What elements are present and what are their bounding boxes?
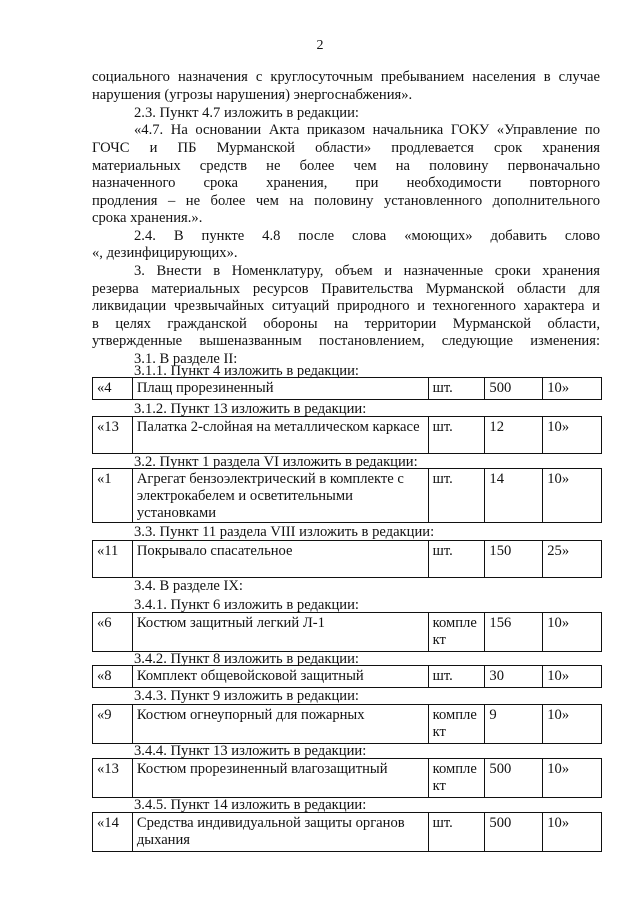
cell-term: 10» (547, 380, 570, 396)
cell-name: Агрегат бензоэлектрический в комплекте с электрокабелем и осветительными установками (133, 469, 429, 522)
cell-quantity: 500 (485, 759, 543, 797)
cell-term: 10» (547, 761, 570, 777)
text-line: в целях гражданской обороны на территории Мурманской области, (92, 316, 600, 332)
table-row (92, 468, 602, 523)
text-line: 2.4. В пункте 4.8 после слова «моющих» добавить слово (134, 228, 600, 244)
table-row (92, 812, 602, 852)
cell-term: 10» (547, 815, 570, 831)
cell-number: «1 (93, 469, 133, 522)
cell-number: «13 (93, 417, 133, 453)
subsection-heading: 3.4.3. Пункт 9 изложить в редакции: (134, 688, 359, 704)
text-line: 3. Внести в Номенклатуру, объем и назначенные сроки хранения (134, 263, 600, 279)
cell-name: Комплект общевойсковой защитный (133, 666, 429, 687)
text-line: социального назначения с круглосуточным пребыванием населения в случае (92, 69, 600, 85)
section-heading: 3.4. В разделе IX: (134, 578, 243, 594)
cell-unit: комплект (429, 613, 486, 651)
cell-term: 10» (547, 615, 570, 631)
cell-quantity: 500 (485, 378, 543, 399)
table-row (92, 665, 602, 688)
text-line: утвержденные вышеназванным постановлением, следующие изменения: (92, 333, 600, 349)
cell-name: Костюм прорезиненный влагозащитный (133, 759, 429, 797)
cell-number: «8 (93, 666, 133, 687)
cell-quantity: 9 (485, 705, 543, 743)
cell-quantity: 500 (485, 813, 543, 851)
text-line: «4.7. На основании Акта приказом начальника ГОКУ «Управление по (134, 122, 600, 138)
subsection-heading: 3.1.1. Пункт 4 изложить в редакции: (134, 363, 359, 379)
cell-name: Костюм огнеупорный для пожарных (133, 705, 429, 743)
text-line: «, дезинфицирующих». (92, 245, 238, 261)
cell-term: 10» (547, 419, 570, 435)
table-row (92, 540, 602, 578)
section-heading: 3.1. В разделе II: (134, 351, 238, 367)
table-row (92, 704, 602, 744)
table-row (92, 758, 602, 798)
subsection-heading: 3.1.2. Пункт 13 изложить в редакции: (134, 401, 367, 417)
cell-quantity: 156 (485, 613, 543, 651)
cell-unit: шт. (429, 469, 486, 522)
cell-term: 25» (547, 543, 570, 559)
page-number: 2 (316, 38, 324, 53)
cell-unit: шт. (429, 541, 486, 577)
text-line: назначенного срока хранения, при необходимости повторного (92, 175, 600, 191)
table-row (92, 416, 602, 454)
text-line: ГОЧС и ПБ Мурманской области» продлевается срок хранения (92, 140, 600, 156)
subsection-heading: 3.4.2. Пункт 8 изложить в редакции: (134, 651, 359, 667)
cell-name: Палатка 2-слойная на металлическом каркасе (133, 417, 429, 453)
subsection-heading: 3.2. Пункт 1 раздела VI изложить в редакции: (134, 454, 418, 470)
cell-name: Покрывало спасательное (133, 541, 429, 577)
text-line: нарушения (угрозы нарушения) энергоснабжения». (92, 87, 413, 103)
cell-unit: комплект (429, 759, 486, 797)
cell-term: 10» (547, 707, 570, 723)
subsection-heading: 3.4.4. Пункт 13 изложить в редакции: (134, 743, 367, 759)
cell-quantity: 30 (485, 666, 543, 687)
subsection-heading: 3.4.1. Пункт 6 изложить в редакции: (134, 597, 359, 613)
text-line: продления – не более чем на половину установленного дополнительного (92, 193, 600, 209)
text-line: срока хранения.». (92, 210, 203, 226)
text-line: 2.3. Пункт 4.7 изложить в редакции: (134, 105, 359, 121)
cell-quantity: 14 (485, 469, 543, 522)
subsection-heading: 3.4.5. Пункт 14 изложить в редакции: (134, 797, 367, 813)
cell-name: Костюм защитный легкий Л-1 (133, 613, 429, 651)
cell-unit: шт. (429, 378, 486, 399)
table-row (92, 377, 602, 400)
cell-number: «11 (93, 541, 133, 577)
cell-quantity: 150 (485, 541, 543, 577)
text-line: резерва материальных ресурсов Правительства Мурманской области для (92, 281, 600, 297)
cell-number: «4 (93, 378, 133, 399)
text-line: ликвидации чрезвычайных ситуаций природного и техногенного характера и (92, 298, 600, 314)
text-line: материальных средств не более чем на половину первоначально (92, 158, 600, 174)
cell-number: «9 (93, 705, 133, 743)
table-row (92, 612, 602, 652)
cell-number: «13 (93, 759, 133, 797)
cell-term: 10» (547, 471, 570, 487)
cell-unit: шт. (429, 813, 486, 851)
cell-unit: шт. (429, 417, 486, 453)
cell-name: Плащ прорезиненный (133, 378, 429, 399)
cell-name: Средства индивидуальной защиты органов дыхания (133, 813, 429, 851)
cell-number: «6 (93, 613, 133, 651)
cell-number: «14 (93, 813, 133, 851)
cell-quantity: 12 (485, 417, 543, 453)
cell-unit: шт. (429, 666, 486, 687)
cell-term: 10» (547, 668, 570, 684)
cell-unit: комплект (429, 705, 486, 743)
subsection-heading: 3.3. Пункт 11 раздела VIII изложить в редакции: (134, 524, 435, 540)
